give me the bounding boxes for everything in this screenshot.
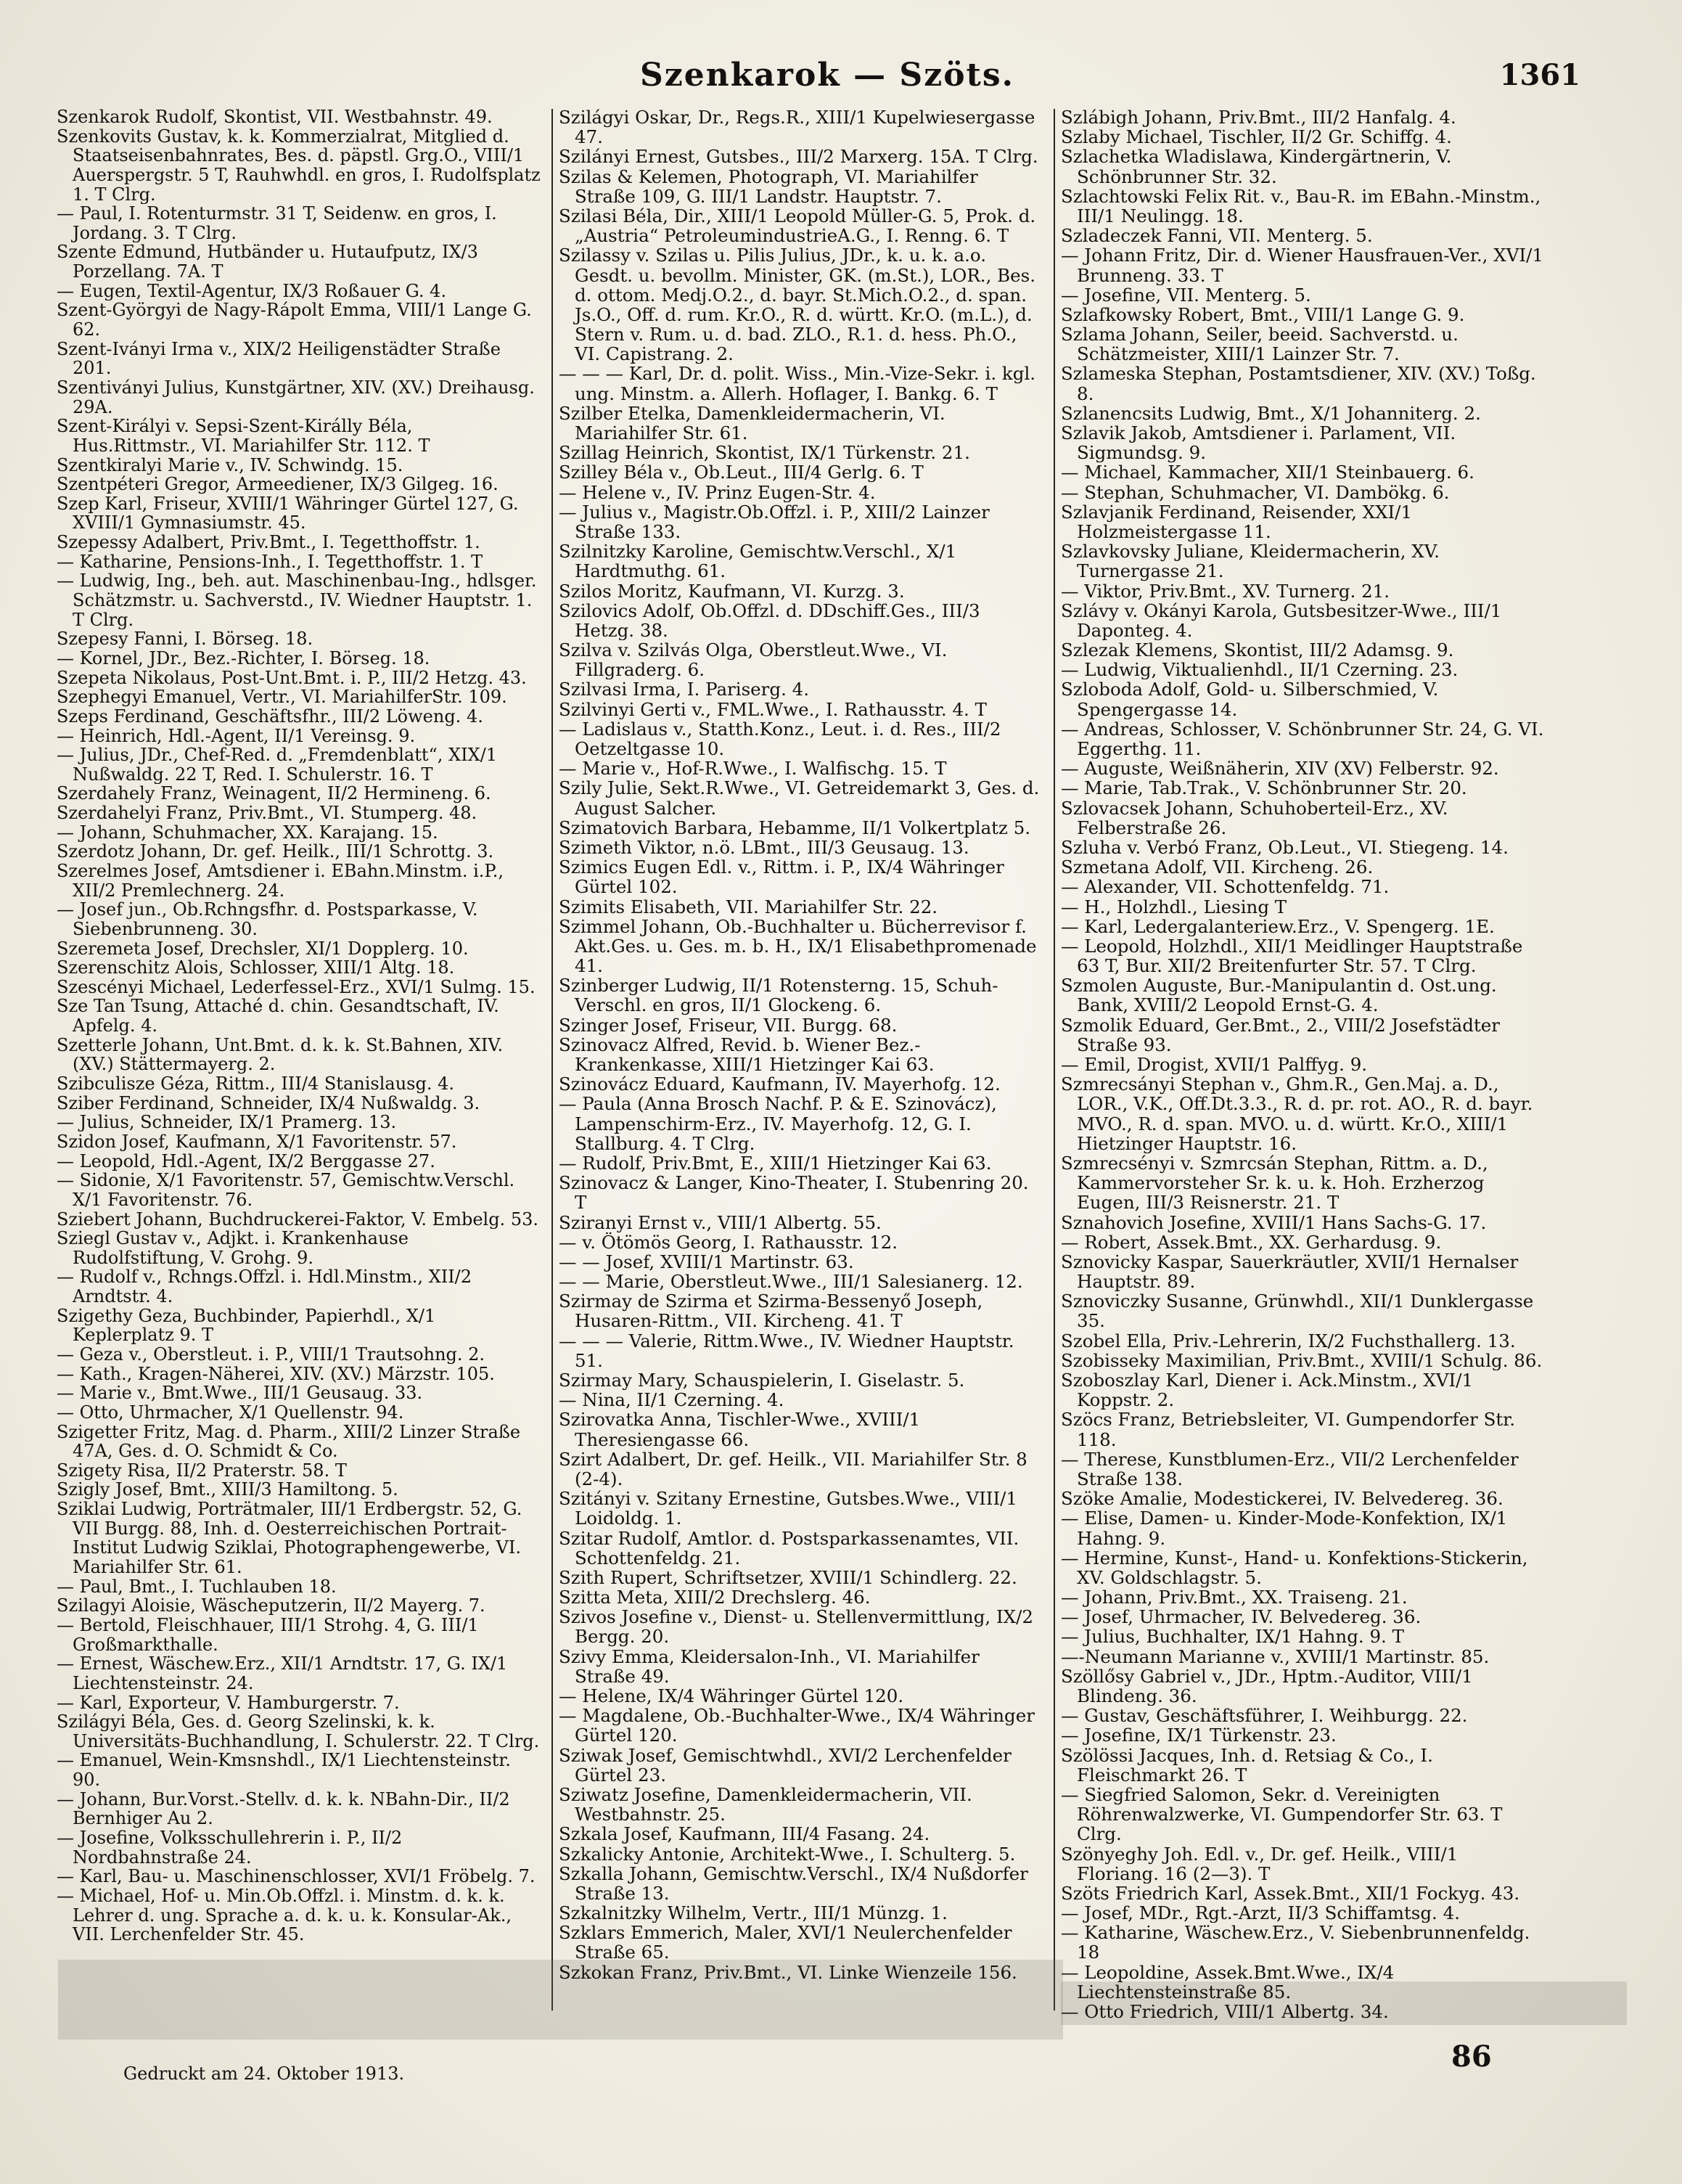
directory-entry: Szlafkowsky Robert, Bmt., VIII/1 Lange G. 9. bbox=[1061, 304, 1465, 325]
directory-entry: Szkalnitzky Wilhelm, Vertr., III/1 Münzg. 1. bbox=[559, 1903, 948, 1923]
column-right bbox=[1061, 107, 1546, 2021]
directory-entry: Szlama Johann, Seiler, beeid. Sachverstd. u. Schätzmeister, XIII/1 Lainzer Str. 7. bbox=[1061, 324, 1459, 364]
directory-entry: — Katharine, Wäschew.Erz., V. Siebenbrunnenfeldg. 18 bbox=[1061, 1923, 1530, 1963]
directory-entry: Szöllősy Gabriel v., JDr., Hptm.-Auditor, VIII/1 Blindeng. 36. bbox=[1061, 1666, 1473, 1706]
directory-entry: — Emil, Drogist, XVII/1 Palffyg. 9. bbox=[1061, 1055, 1368, 1075]
directory-entry: — Siegfried Salomon, Sekr. d. Vereinigten Röhrenwalzwerke, VI. Gumpendorfer Str. 63. T Clrg. bbox=[1061, 1784, 1503, 1844]
directory-entry: Szloboda Adolf, Gold- u. Silberschmied, V. Spengergasse 14. bbox=[1061, 679, 1439, 719]
directory-entry: Szmolen Auguste, Bur.-Manipulantin d. Ost.ung. Bank, XVIII/2 Leopold Ernst-G. 4. bbox=[1061, 976, 1497, 1015]
directory-entry: Szilasi Béla, Dir., XIII/1 Leopold Müller-G. 5, Prok. d. „Austria“ PetroleumindustrieA.G., I. Renng. 6. T bbox=[559, 205, 1036, 246]
directory-entry: Szivos Josefine v., Dienst- u. Stellenvermittlung, IX/2 Bergg. 20. bbox=[559, 1607, 1033, 1647]
directory-entry: Szirmay de Szirma et Szirma-Bessenyő Joseph, Husaren-Rittm., VII. Kircheng. 41. T bbox=[559, 1291, 983, 1331]
directory-entry: Szimatovich Barbara, Hebamme, II/1 Volkertplatz 5. bbox=[559, 817, 1031, 838]
directory-entry: Szirt Adalbert, Dr. gef. Heilk., VII. Mariahilfer Str. 8 (2-4). bbox=[559, 1449, 1027, 1489]
directory-entry: Szobisseky Maximilian, Priv.Bmt., XVIII/1 Schulg. 86. bbox=[1061, 1350, 1543, 1370]
directory-entry: Szent-Királyi v. Sepsi-Szent-Királly Béla, Hus.Rittmstr., VI. Mariahilfer Str. 112. T bbox=[57, 417, 430, 456]
directory-entry: — Elise, Damen- u. Kinder-Mode-Konfektion, IX/1 Hahng. 9. bbox=[1061, 1508, 1508, 1548]
directory-entry: — Julius, JDr., Chef-Red. d. „Fremdenblatt“, XIX/1 Nußwaldg. 22 T, Red. I. Schulerstr. 16. T bbox=[57, 745, 498, 785]
directory-entry: — — Josef, XVIII/1 Martinstr. 63. bbox=[559, 1251, 854, 1272]
directory-entry: Szigetter Fritz, Mag. d. Pharm., XIII/2 Linzer Straße 47A, Ges. d. O. Schmidt & Co. bbox=[57, 1422, 521, 1461]
directory-entry: — — Marie, Oberstleut.Wwe., III/1 Salesianerg. 12. bbox=[559, 1272, 1023, 1292]
directory-entry: — Josef jun., Ob.Rchngsfhr. d. Postsparkasse, V. Siebenbrunneng. 30. bbox=[57, 900, 478, 939]
directory-entry: — Heinrich, Hdl.-Agent, II/1 Vereinsg. 9. bbox=[57, 726, 416, 746]
directory-entry: — Bertold, Fleischhauer, III/1 Strohg. 4, G. III/1 Großmarkthalle. bbox=[57, 1615, 479, 1655]
directory-entry: — Alexander, VII. Schottenfeldg. 71. bbox=[1061, 877, 1390, 897]
directory-entry: Szmrecsányi Stephan v., Ghm.R., Gen.Maj. a. D., LOR., V.K., Off.Dt.3.3., R. d. pr. rot. AO., R. d. bayr. MVO., R. d. span. MVO. u. d. württ. Kr.O., XIII/1 Hietzinger Hauptstr. 16. bbox=[1061, 1074, 1533, 1153]
directory-entry: Szobel Ella, Priv.-Lehrerin, IX/2 Fuchsthallerg. 13. bbox=[1061, 1330, 1516, 1351]
directory-entry: — — — Karl, Dr. d. polit. Wiss., Min.-Vize-Sekr. i. kgl. ung. Minstm. a. Allerh. Hoflager, I. Bankg. 6. T bbox=[559, 364, 1036, 404]
directory-entry: — Karl, Ledergalanteriew.Erz., V. Spengerg. 1E. bbox=[1061, 916, 1495, 936]
directory-entry: Szepeta Nikolaus, Post-Unt.Bmt. i. P., III/2 Hetzg. 43. bbox=[57, 668, 527, 688]
directory-entry: Szirovatka Anna, Tischler-Wwe., XVIII/1 Theresiengasse 66. bbox=[559, 1410, 921, 1449]
running-title: Szenkarok — Szöts. bbox=[640, 57, 1014, 94]
directory-entry: Szkokan Franz, Priv.Bmt., VI. Linke Wienzeile 156. bbox=[559, 1962, 1017, 1982]
directory-entry: — Michael, Hof- u. Min.Ob.Offzl. i. Minstm. d. k. k. Lehrer d. ung. Sprache a. d. k. u. k. Konsular-Ak., VII. Lerchenfelder Str. 45. bbox=[57, 1886, 512, 1944]
directory-entry: — Magdalene, Ob.-Buchhalter-Wwe., IX/4 Währinger Gürtel 120. bbox=[559, 1706, 1035, 1746]
directory-entry: — Leopold, Holzhdl., XII/1 Meidlinger Hauptstraße 63 T, Bur. XII/2 Breitenfurter Str. 57. T Clrg. bbox=[1061, 936, 1523, 976]
directory-entry: Szepesy Fanni, I. Börseg. 18. bbox=[57, 629, 313, 649]
directory-entry: Szkala Josef, Kaufmann, III/4 Fasang. 24. bbox=[559, 1824, 930, 1844]
directory-entry: — H., Holzhdl., Liesing T bbox=[1061, 896, 1287, 917]
directory-entry: — Kath., Kragen-Näherei, XIV. (XV.) Märzstr. 105. bbox=[57, 1364, 495, 1384]
directory-entry: — Helene, IX/4 Währinger Gürtel 120. bbox=[559, 1686, 904, 1706]
directory-entry: Szitányi v. Szitany Ernestine, Gutsbes.Wwe., VIII/1 Loidoldg. 1. bbox=[559, 1489, 1017, 1529]
directory-entry: Szirmay Mary, Schauspielerin, I. Giselastr. 5. bbox=[559, 1370, 965, 1391]
directory-entry: — Josef, MDr., Rgt.-Arzt, II/3 Schiffamtsg. 4. bbox=[1061, 1903, 1460, 1923]
directory-entry: Szilovics Adolf, Ob.Offzl. d. DDschiff.Ges., III/3 Hetzg. 38. bbox=[559, 600, 980, 641]
directory-entry: Sze Tan Tsung, Attaché d. chin. Gesandtschaft, IV. Apfelg. 4. bbox=[57, 997, 499, 1036]
directory-entry: Szöcs Franz, Betriebsleiter, VI. Gumpendorfer Str. 118. bbox=[1061, 1410, 1516, 1449]
directory-entry: — Auguste, Weißnäherin, XIV (XV) Felberstr. 92. bbox=[1061, 758, 1499, 779]
directory-entry: — Sidonie, X/1 Favoritenstr. 57, Gemischtw.Verschl. X/1 Favoritenstr. 76. bbox=[57, 1171, 515, 1210]
directory-entry: Szeremeta Josef, Drechsler, XI/1 Dopplerg. 10. bbox=[57, 938, 469, 959]
directory-entry: Sziklai Ludwig, Porträtmaler, III/1 Erdbergstr. 52, G. VII Burgg. 88, Inh. d. Oesterreichischen Portrait-Institut Ludwig Sziklai, Photographengewerbe, VI. Mariahilfer Str. 61. bbox=[57, 1500, 522, 1577]
directory-entry: Sziwatz Josefine, Damenkleidermacherin, VII. Westbahnstr. 25. bbox=[559, 1784, 972, 1825]
directory-entry: Szerelmes Josef, Amtsdiener i. EBahn.Minstm. i.P., XII/2 Premlechnerg. 24. bbox=[57, 861, 504, 901]
directory-entry: — Ernest, Wäschew.Erz., XII/1 Arndtstr. 17, G. IX/1 Liechtensteinstr. 24. bbox=[57, 1654, 508, 1693]
directory-entry: — Leopoldine, Assek.Bmt.Wwe., IX/4 Liechtensteinstraße 85. bbox=[1061, 1962, 1395, 2002]
directory-entry: Szönyeghy Joh. Edl. v., Dr. gef. Heilk., VIII/1 Floriang. 16 (2—3). T bbox=[1061, 1844, 1459, 1884]
directory-entry: — Marie, Tab.Trak., V. Schönbrunner Str. 20. bbox=[1061, 778, 1467, 798]
directory-entry: Szent-Györgyi de Nagy-Rápolt Emma, VIII/1 Lange G. 62. bbox=[57, 300, 532, 340]
directory-entry: Sziebert Johann, Buchdruckerei-Faktor, V. Embelg. 53. bbox=[57, 1209, 538, 1230]
directory-entry: Szerdahelyi Franz, Priv.Bmt., VI. Stumperg. 48. bbox=[57, 803, 477, 823]
directory-entry: Szilos Moritz, Kaufmann, VI. Kurzg. 3. bbox=[559, 581, 905, 601]
directory-entry: Szilvasi Irma, I. Pariserg. 4. bbox=[559, 679, 810, 700]
directory-entry: Sznovicky Kaspar, Sauerkräutler, XVII/1 Hernalser Hauptstr. 89. bbox=[1061, 1251, 1519, 1292]
directory-entry: Szitar Rudolf, Amtlor. d. Postsparkassenamtes, VII. Schottenfeldg. 21. bbox=[559, 1528, 1020, 1568]
directory-entry: Sziranyi Ernst v., VIII/1 Albertg. 55. bbox=[559, 1212, 882, 1232]
directory-entry: Szinger Josef, Friseur, VII. Burgg. 68. bbox=[559, 1015, 898, 1035]
directory-entry: — Ludwig, Ing., beh. aut. Maschinenbau-Ing., hdlsger. Schätzmstr. u. Sachverstd., IV. Wiedner Hauptstr. 1. T Clrg. bbox=[57, 571, 537, 630]
directory-entry: — Karl, Bau- u. Maschinenschlosser, XVI/1 Fröbelg. 7. bbox=[57, 1867, 536, 1886]
directory-entry: — Robert, Assek.Bmt., XX. Gerhardusg. 9. bbox=[1061, 1232, 1442, 1252]
directory-entry: Szlavik Jakob, Amtsdiener i. Parlament, VII. Sigmundsg. 9. bbox=[1061, 423, 1456, 463]
directory-entry: Szimmel Johann, Ob.-Buchhalter u. Bücherrevisor f. Akt.Ges. u. Ges. m. b. H., IX/1 Elisabethpromenade 41. bbox=[559, 916, 1037, 976]
directory-entry: — Geza v., Oberstleut. i. P., VIII/1 Trautsohng. 2. bbox=[57, 1345, 485, 1365]
directory-entry: Szitta Meta, XIII/2 Drechslerg. 46. bbox=[559, 1587, 871, 1608]
directory-entry: Szenkarok Rudolf, Skontist, VII. Westbahnstr. 49. bbox=[57, 107, 493, 127]
directory-entry: — Julius, Schneider, IX/1 Pramerg. 13. bbox=[57, 1113, 397, 1132]
directory-entry: — Rudolf v., Rchngs.Offzl. i. Hdl.Minstm., XII/2 Arndtstr. 4. bbox=[57, 1267, 472, 1306]
directory-entry: Sznoviczky Susanne, Grünwhdl., XII/1 Dunklergasse 35. bbox=[1061, 1291, 1534, 1331]
directory-entry: Szenkovits Gustav, k. k. Kommerzialrat, Mitglied d. Staatseisenbahnrates, Bes. d. päpstl. Grg.O., VIII/1 Auerspergstr. 5 T, Rauhwhdl. en gros, I. Rudolfsplatz 1. T Clrg. bbox=[57, 126, 541, 205]
directory-entry: — Josefine, IX/1 Türkenstr. 23. bbox=[1061, 1725, 1337, 1746]
directory-entry: — Ludwig, Viktualienhdl., II/1 Czerning. 23. bbox=[1061, 660, 1459, 680]
directory-entry: Szluha v. Verbó Franz, Ob.Leut., VI. Stiegeng. 14. bbox=[1061, 837, 1509, 858]
directory-entry: Szilassy v. Szilas u. Pilis Julius, JDr., k. u. k. a.o. Gesdt. u. bevollm. Minister, GK. (m.St.), LOR., Bes. d. ottom. Medj.O.2., d. bayr. St.Mich.O.2., d. span. Js.O., Off. d. rum. Kr.O., R. d. württ. Kr.O. (m.L.), d. Stern v. Rum. u. d. bad. ZLO., R.1. d. hess. Ph.O., VI. Capistrang. 2. bbox=[559, 245, 1036, 364]
directory-entry: Szlávy v. Okányi Karola, Gutsbesitzer-Wwe., III/1 Daponteg. 4. bbox=[1061, 600, 1502, 641]
directory-entry: Szimics Eugen Edl. v., Rittm. i. P., IX/4 Währinger Gürtel 102. bbox=[559, 857, 1004, 897]
directory-entry: Sznahovich Josefine, XVIII/1 Hans Sachs-G. 17. bbox=[1061, 1212, 1487, 1232]
directory-entry: Szerdotz Johann, Dr. gef. Heilk., III/1 Schrottg. 3. bbox=[57, 842, 494, 862]
column-middle bbox=[559, 107, 1043, 1982]
directory-entry: — Ladislaus v., Statth.Konz., Leut. i. d. Res., III/2 Oetzeltgasse 10. bbox=[559, 719, 1001, 759]
directory-entry: Szescényi Michael, Lederfessel-Erz., XVI/1 Sulmg. 15. bbox=[57, 977, 536, 997]
directory-entry: Szölössi Jacques, Inh. d. Retsiag & Co., I. Fleischmarkt 26. T bbox=[1061, 1745, 1433, 1785]
directory-entry: — Helene v., IV. Prinz Eugen-Str. 4. bbox=[559, 482, 876, 502]
directory-entry: — Gustav, Geschäftsführer, I. Weihburgg. 22. bbox=[1061, 1706, 1468, 1726]
directory-entry: — Andreas, Schlosser, V. Schönbrunner Str. 24, G. VI. Eggerthg. 11. bbox=[1061, 719, 1544, 759]
directory-entry: Szinovácz Eduard, Kaufmann, IV. Mayerhofg. 12. bbox=[559, 1074, 1001, 1095]
directory-entry: Szilányi Ernest, Gutsbes., III/2 Marxerg. 15A. T Clrg. bbox=[559, 147, 1038, 167]
directory-entry: Szkalla Johann, Gemischtw.Verschl., IX/4 Nußdorfer Straße 13. bbox=[559, 1863, 1028, 1904]
directory-entry: — Otto Friedrich, VIII/1 Albertg. 34. bbox=[1061, 2002, 1389, 2022]
directory-entry: Sziegl Gustav v., Adjkt. i. Krankenhause Rudolfstiftung, V. Grohg. 9. bbox=[57, 1229, 409, 1268]
column-divider bbox=[1054, 109, 1055, 2011]
directory-entry: Szinovacz & Langer, Kino-Theater, I. Stubenring 20. T bbox=[559, 1173, 1029, 1213]
directory-entry: Szigety Risa, II/2 Praterstr. 58. T bbox=[57, 1460, 347, 1481]
directory-entry: Szmetana Adolf, VII. Kircheng. 26. bbox=[1061, 857, 1374, 878]
directory-entry: — Marie v., Bmt.Wwe., III/1 Geusaug. 33. bbox=[57, 1383, 423, 1403]
directory-entry: Szmrecsényi v. Szmrcsán Stephan, Rittm. a. D., Kammervorsteher Sr. k. u. k. Hoh. Erzherzog Eugen, III/3 Reisnerstr. 21. T bbox=[1061, 1153, 1488, 1213]
directory-entry: Szkalicky Antonie, Architekt-Wwe., I. Schulterg. 5. bbox=[559, 1844, 1016, 1864]
directory-entry: Szöts Friedrich Karl, Assek.Bmt., XII/1 Fockyg. 43. bbox=[1061, 1883, 1520, 1904]
directory-entry: Szilber Etelka, Damenkleidermacherin, VI. Mariahilfer Str. 61. bbox=[559, 403, 945, 443]
directory-entry: Szlavjanik Ferdinand, Reisender, XXI/1 Holzmeistergasse 11. bbox=[1061, 502, 1413, 542]
directory-entry: — Julius v., Magistr.Ob.Offzl. i. P., XIII/2 Lainzer Straße 133. bbox=[559, 502, 990, 542]
directory-entry: — Hermine, Kunst-, Hand- u. Konfektions-Stickerin, XV. Goldschlagstr. 5. bbox=[1061, 1547, 1528, 1588]
directory-entry: — Otto, Uhrmacher, X/1 Quellenstr. 94. bbox=[57, 1402, 404, 1423]
directory-entry: Szivy Emma, Kleidersalon-Inh., VI. Mariahilfer Straße 49. bbox=[559, 1646, 980, 1686]
directory-entry: Szilvinyi Gerti v., FML.Wwe., I. Rathausstr. 4. T bbox=[559, 699, 987, 719]
directory-entry: Szilágyi Oskar, Dr., Regs.R., XIII/1 Kupelwiesergasse 47. bbox=[559, 107, 1035, 147]
directory-entry: Szoboszlay Karl, Diener i. Ack.Minstm., XVI/1 Koppstr. 2. bbox=[1061, 1370, 1474, 1410]
directory-entry: Sziber Ferdinand, Schneider, IX/4 Nußwaldg. 3. bbox=[57, 1093, 480, 1113]
directory-entry: — Emanuel, Wein-Kmsnshdl., IX/1 Liechtensteinstr. 90. bbox=[57, 1751, 511, 1790]
directory-entry: — Therese, Kunstblumen-Erz., VII/2 Lerchenfelder Straße 138. bbox=[1061, 1449, 1519, 1489]
directory-entry: Szlachtowski Felix Rit. v., Bau-R. im EBahn.-Minstm., III/1 Neulingg. 18. bbox=[1061, 186, 1541, 226]
directory-entry: — Stephan, Schuhmacher, VI. Dambökg. 6. bbox=[1061, 482, 1450, 502]
directory-entry: Szinovacz Alfred, Revid. b. Wiener Bez.-Krankenkasse, XIII/1 Hietzinger Kai 63. bbox=[559, 1034, 935, 1075]
directory-entry: Szlezak Klemens, Skontist, III/2 Adamsg. 9. bbox=[1061, 640, 1454, 660]
directory-entry: — Karl, Exporteur, V. Hamburgerstr. 7. bbox=[57, 1693, 400, 1713]
directory-entry: Szinberger Ludwig, II/1 Rotensterng. 15, Schuh-Verschl. en gros, II/1 Glockeng. 6. bbox=[559, 976, 998, 1015]
directory-entry: Szlanencsits Ludwig, Bmt., X/1 Johanniterg. 2. bbox=[1061, 403, 1481, 423]
directory-entry: Szibculisze Géza, Rittm., III/4 Stanislausg. 4. bbox=[57, 1074, 454, 1094]
directory-entry: — Johann, Schuhmacher, XX. Karajang. 15. bbox=[57, 822, 438, 843]
directory-entry: — Johann, Bur.Vorst.-Stellv. d. k. k. NBahn-Dir., II/2 Bernhiger Au 2. bbox=[57, 1789, 510, 1829]
directory-entry: Szigly Josef, Bmt., XIII/3 Hamiltong. 5. bbox=[57, 1480, 398, 1500]
directory-entry: Szöke Amalie, Modestickerei, IV. Belvedereg. 36. bbox=[1061, 1489, 1503, 1509]
page-number: 1361 bbox=[1499, 58, 1580, 92]
directory-entry: — Paul, I. Rotenturmstr. 31 T, Seidenw. en gros, I. Jordang. 3. T Clrg. bbox=[57, 204, 497, 243]
directory-entry: — Kornel, JDr., Bez.-Richter, I. Börseg. 18. bbox=[57, 648, 430, 668]
directory-entry: Szlameska Stephan, Postamtsdiener, XIV. (XV.) Toßg. 8. bbox=[1061, 364, 1536, 404]
directory-entry: — Rudolf, Priv.Bmt, E., XIII/1 Hietzinger Kai 63. bbox=[559, 1153, 992, 1174]
directory-entry: Szetterle Johann, Unt.Bmt. d. k. k. St.Bahnen, XIV. (XV.) Stättermayerg. 2. bbox=[57, 1035, 504, 1075]
directory-entry: Szilley Béla v., Ob.Leut., III/4 Gerlg. 6. T bbox=[559, 462, 924, 483]
directory-entry: Szentiványi Julius, Kunstgärtner, XIV. (XV.) Dreihausg. 29A. bbox=[57, 377, 535, 417]
directory-entry: Szlaby Michael, Tischler, II/2 Gr. Schiffg. 4. bbox=[1061, 127, 1452, 147]
directory-entry: — Josefine, VII. Menterg. 5. bbox=[1061, 285, 1311, 305]
directory-entry: Szilas & Kelemen, Photograph, VI. Mariahilfer Straße 109, G. III/1 Landstr. Hauptstr. 7. bbox=[559, 166, 978, 206]
directory-entry: Szimits Elisabeth, VII. Mariahilfer Str. 22. bbox=[559, 896, 938, 917]
column-left bbox=[57, 107, 541, 1944]
sheet-number: 86 bbox=[1451, 2040, 1492, 2074]
directory-entry: Szillag Heinrich, Skontist, IX/1 Türkenstr. 21. bbox=[559, 443, 970, 463]
directory-entry: Szilagyi Aloisie, Wäscheputzerin, II/2 Mayerg. 7. bbox=[57, 1596, 485, 1616]
directory-entry: Szlovacsek Johann, Schuhoberteil-Erz., XV. Felberstraße 26. bbox=[1061, 798, 1448, 838]
directory-entry: Szilnitzky Karoline, Gemischtw.Verschl., X/1 Hardtmuthg. 61. bbox=[559, 541, 957, 581]
directory-entry: — Eugen, Textil-Agentur, IX/3 Roßauer G. 4. bbox=[57, 281, 447, 301]
directory-entry: Szladeczek Fanni, VII. Menterg. 5. bbox=[1061, 226, 1373, 246]
directory-entry: Szlachetka Wladislawa, Kindergärtnerin, V. Schönbrunner Str. 32. bbox=[1061, 147, 1452, 187]
page-header bbox=[0, 57, 1682, 100]
directory-entry: — Katharine, Pensions-Inh., I. Tegetthoffstr. 1. T bbox=[57, 552, 483, 572]
directory-entry: — Johann Fritz, Dir. d. Wiener Hausfrauen-Ver., XVI/1 Brunneng. 33. T bbox=[1061, 245, 1543, 285]
directory-entry: Szigethy Geza, Buchbinder, Papierhdl., X/1 Keplerplatz 9. T bbox=[57, 1306, 436, 1345]
directory-entry: Szith Rupert, Schriftsetzer, XVIII/1 Schindlerg. 22. bbox=[559, 1567, 1017, 1588]
directory-entry: — Michael, Kammacher, XII/1 Steinbauerg. 6. bbox=[1061, 462, 1474, 483]
directory-entry: — Marie v., Hof-R.Wwe., I. Walfischg. 15. T bbox=[559, 758, 947, 779]
directory-entry: — Paula (Anna Brosch Nachf. P. & E. Szinovácz), Lampenschirm-Erz., IV. Mayerhofg. 12, G. I. Stallburg. 4. T Clrg. bbox=[559, 1094, 997, 1153]
directory-entry: Szimeth Viktor, n.ö. LBmt., III/3 Geusaug. 13. bbox=[559, 837, 969, 858]
print-date: Gedruckt am 24. Oktober 1913. bbox=[123, 2064, 405, 2084]
column-divider bbox=[551, 109, 553, 2011]
directory-entry: Szerenschitz Alois, Schlosser, XIII/1 Altg. 18. bbox=[57, 958, 455, 978]
directory-entry: —-Neumann Marianne v., XVIII/1 Martinstr. 85. bbox=[1061, 1646, 1490, 1666]
directory-entry: Szent-Iványi Irma v., XIX/2 Heiligenstädter Straße 201. bbox=[57, 339, 501, 378]
directory-entry: Szlábigh Johann, Priv.Bmt., III/2 Hanfalg. 4. bbox=[1061, 107, 1456, 128]
directory-entry: Szlavkovsky Juliane, Kleidermacherin, XV. Turnergasse 21. bbox=[1061, 541, 1440, 581]
directory-entry: Szephegyi Emanuel, Vertr., VI. MariahilferStr. 109. bbox=[57, 687, 507, 707]
directory-entry: — Josef, Uhrmacher, IV. Belvedereg. 36. bbox=[1061, 1607, 1422, 1627]
directory-entry: Sziwak Josef, Gemischtwhdl., XVI/2 Lerchenfelder Gürtel 23. bbox=[559, 1745, 1012, 1785]
directory-entry: Szentpéteri Gregor, Armeediener, IX/3 Gilgeg. 16. bbox=[57, 475, 499, 494]
directory-entry: — v. Ötömös Georg, I. Rathausstr. 12. bbox=[559, 1232, 898, 1252]
directory-entry: Szmolik Eduard, Ger.Bmt., 2., VIII/2 Josefstädter Straße 93. bbox=[1061, 1015, 1501, 1055]
directory-entry: Szilva v. Szilvás Olga, Oberstleut.Wwe., VI. Fillgraderg. 6. bbox=[559, 640, 948, 680]
directory-entry: — Leopold, Hdl.-Agent, IX/2 Berggasse 27. bbox=[57, 1151, 435, 1171]
directory-entry: — Julius, Buchhalter, IX/1 Hahng. 9. T bbox=[1061, 1627, 1404, 1647]
directory-entry: Szentkiralyi Marie v., IV. Schwindg. 15. bbox=[57, 455, 403, 475]
directory-entry: Szklars Emmerich, Maler, XVI/1 Neulerchenfelder Straße 65. bbox=[559, 1923, 1012, 1963]
directory-entry: Szepessy Adalbert, Priv.Bmt., I. Tegetthoffstr. 1. bbox=[57, 533, 480, 552]
directory-entry: Szep Karl, Friseur, XVIII/1 Währinger Gürtel 127, G. XVIII/1 Gymnasiumstr. 45. bbox=[57, 494, 519, 533]
directory-entry: — Johann, Priv.Bmt., XX. Traiseng. 21. bbox=[1061, 1587, 1408, 1608]
directory-entry: Szente Edmund, Hutbänder u. Hutaufputz, IX/3 Porzellang. 7A. T bbox=[57, 242, 478, 282]
directory-entry: Szidon Josef, Kaufmann, X/1 Favoritenstr. 57. bbox=[57, 1132, 457, 1152]
directory-entry: Szily Julie, Sekt.R.Wwe., VI. Getreidemarkt 3, Ges. d. August Salcher. bbox=[559, 778, 1040, 818]
directory-entry: — Viktor, Priv.Bmt., XV. Turnerg. 21. bbox=[1061, 581, 1390, 601]
directory-entry: — Nina, II/1 Czerning. 4. bbox=[559, 1390, 784, 1410]
directory-entry: Szeps Ferdinand, Geschäftsfhr., III/2 Löweng. 4. bbox=[57, 706, 483, 727]
directory-entry: — Josefine, Volksschullehrerin i. P., II/2 Nordbahnstraße 24. bbox=[57, 1828, 403, 1868]
directory-entry: Szerdahely Franz, Weinagent, II/2 Hermineng. 6. bbox=[57, 784, 491, 804]
directory-entry: Szilágyi Béla, Ges. d. Georg Szelinski, k. k. Universitäts-Buchhandlung, I. Schulerstr. 22. T Clrg. bbox=[57, 1712, 540, 1751]
directory-entry: — — — Valerie, Rittm.Wwe., IV. Wiedner Hauptstr. 51. bbox=[559, 1330, 1014, 1370]
directory-entry: — Paul, Bmt., I. Tuchlauben 18. bbox=[57, 1576, 337, 1597]
